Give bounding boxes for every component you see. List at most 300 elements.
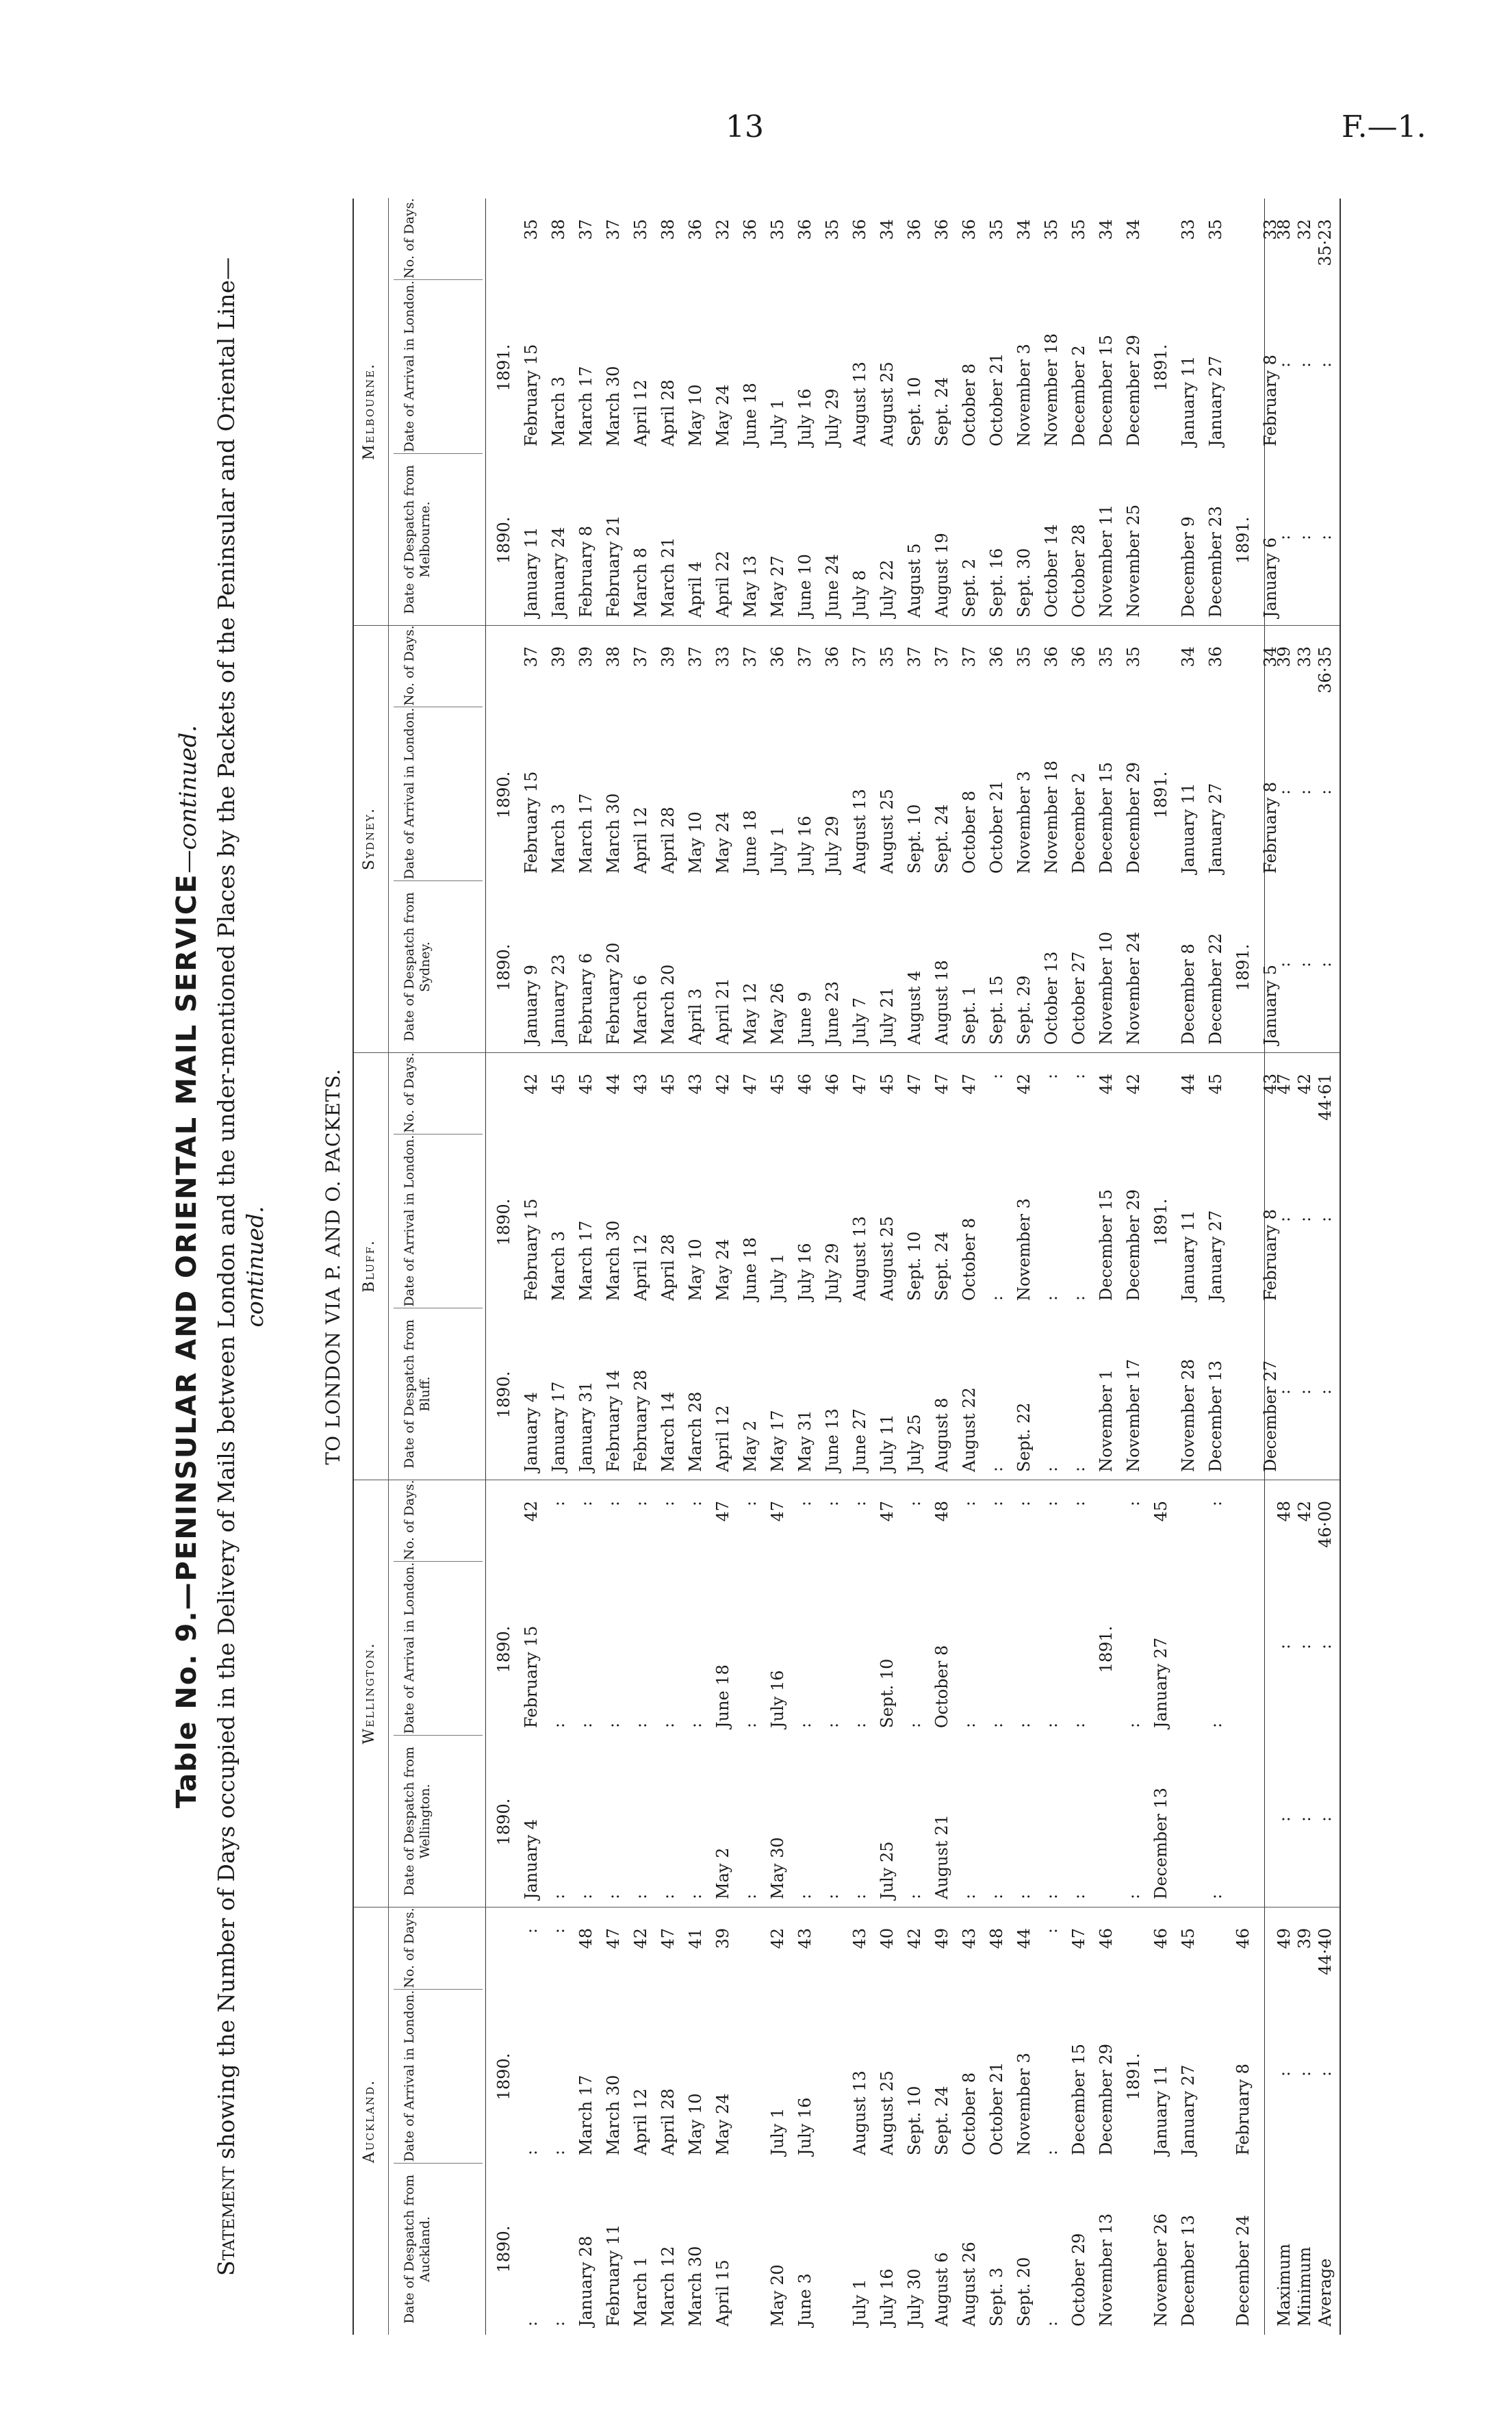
table-cell: Sept. 16 (987, 548, 1006, 618)
table-cell: February 14 (604, 1369, 623, 1472)
table-cell: March 17 (576, 2075, 595, 2155)
table-cell: 45 (1151, 1501, 1170, 1522)
table-cell: June 24 (823, 554, 842, 618)
table-cell: Sept. 10 (905, 377, 924, 446)
table-cell: May 2 (741, 1420, 760, 1472)
table-cell: 1890. (494, 943, 513, 991)
table-cell: Sept. 24 (932, 804, 951, 874)
table-cell: : (631, 1501, 650, 1507)
table-cell: February 15 (522, 1625, 541, 1728)
table-cell: : (987, 1295, 1006, 1301)
table-cell: February 6 (576, 952, 595, 1045)
table-cell: January 11 (1179, 1210, 1198, 1301)
table-cell: : (1124, 1722, 1143, 1728)
table-cell: : (522, 2320, 541, 2327)
table-cell: October 28 (1069, 524, 1088, 618)
table-cell: : (795, 1893, 815, 1899)
table-cell: August 19 (932, 533, 951, 618)
table-cell: Sept. 24 (932, 1231, 951, 1301)
table-cell: 42 (905, 1928, 924, 1949)
table-cell: : (1042, 1295, 1061, 1301)
table-cell: : (1042, 2149, 1061, 2155)
table-cell: January 27 (1151, 1637, 1170, 1728)
table-cell: March 20 (658, 964, 678, 1045)
summary-dots: : (1274, 1216, 1294, 1222)
column-header: Date of Arrival in London. (394, 707, 483, 881)
table-cell: : (686, 1501, 705, 1507)
table-cell: 37 (686, 646, 705, 668)
table-cell: 46 (823, 1074, 842, 1095)
table-cell: November 24 (1124, 931, 1143, 1045)
table-cell: 46 (1233, 1928, 1253, 1949)
summary-dots: : (1295, 534, 1314, 540)
table-cell: May 30 (768, 1837, 787, 1899)
table-cell: October 8 (960, 790, 979, 874)
table-cell: 41 (686, 1928, 705, 1949)
table-cell: March 3 (549, 803, 568, 874)
table-cell: January 27 (1206, 355, 1225, 446)
mail-table (353, 199, 1341, 2335)
summary-max-value: 38 (1274, 219, 1294, 240)
table-cell: June 23 (823, 981, 842, 1045)
table-cell: 36 (905, 219, 924, 240)
table-cell: 39 (576, 646, 595, 668)
group-heading-rule (388, 1052, 389, 1480)
table-cell: 1891. (1097, 1625, 1116, 1673)
table-cell: February 15 (522, 344, 541, 446)
table-cell: April 28 (658, 2088, 678, 2155)
column-header: Date of Despatch from Sydney. (402, 892, 433, 1041)
summary-dots: : (1274, 1643, 1294, 1649)
table-cell: March 3 (549, 376, 568, 446)
table-cell: January 5 (1261, 964, 1280, 1045)
table-cell: 48 (932, 1501, 951, 1522)
summary-dots: : (1295, 2070, 1314, 2077)
table-cell: April 12 (631, 807, 650, 874)
table-cell: 1890. (494, 1625, 513, 1673)
table-cell: 37 (522, 646, 541, 668)
table-cell: : (686, 1893, 705, 1899)
table-cell: : (905, 1501, 924, 1507)
table-cell: 44 (1179, 1074, 1198, 1095)
group-heading-rule (388, 1480, 389, 1907)
table-cell: Sept. 1 (960, 985, 979, 1045)
table-cell: : (1042, 1466, 1061, 1472)
table-title-suffix: —continued. (175, 724, 202, 874)
table-cell: : (1206, 1501, 1225, 1507)
table-cell: May 31 (795, 1410, 815, 1472)
summary-dots: : (1274, 789, 1294, 795)
table-cell: April 3 (686, 988, 705, 1045)
summary-avg-value: 36·35 (1316, 646, 1335, 694)
table-cell: December 2 (1069, 345, 1088, 446)
table-cell: December 23 (1206, 505, 1225, 618)
table-cell: August 25 (877, 789, 897, 874)
table-cell: March 30 (604, 366, 623, 446)
summary-dots: : (1316, 362, 1335, 368)
table-cell: October 8 (960, 2072, 979, 2155)
summary-dots: : (1316, 1643, 1335, 1649)
table-cell: 1890. (494, 2053, 513, 2101)
group-heading: Sydney. (361, 807, 378, 870)
table-cell: 36 (1069, 646, 1088, 668)
table-cell: May 26 (768, 983, 787, 1045)
table-cell: : (795, 1501, 815, 1507)
table-cell: 37 (905, 646, 924, 668)
table-cell: : (576, 1722, 595, 1728)
table-cell: May 17 (768, 1410, 787, 1472)
summary-avg-value: 35·23 (1316, 219, 1335, 266)
table-cell: 36 (686, 219, 705, 240)
table-cell: April 12 (713, 1405, 732, 1472)
table-cell: February 15 (522, 771, 541, 874)
table-cell: 45 (549, 1074, 568, 1095)
table-cell: March 8 (631, 547, 650, 618)
table-cell: July 16 (877, 2268, 897, 2327)
table-cell: Sept. 3 (987, 2267, 1006, 2327)
table-cell: 35 (1124, 646, 1143, 668)
table-cell: : (987, 1501, 1006, 1507)
table-cell: December 2 (1069, 772, 1088, 874)
summary-dots: : (1274, 961, 1294, 967)
table-cell: October 8 (960, 1217, 979, 1301)
table-cell: February 8 (1261, 781, 1280, 874)
table-cell: 37 (631, 646, 650, 668)
table-cell: 47 (1069, 1928, 1088, 1949)
table-cell: Sept. 24 (932, 377, 951, 446)
table-cell: January 4 (522, 1818, 541, 1899)
table-cell: : (658, 1501, 678, 1507)
table-cell: : (686, 1722, 705, 1728)
table-cell: 45 (658, 1074, 678, 1095)
table-cell: 38 (658, 219, 678, 240)
summary-dots: : (1295, 789, 1314, 795)
table-cell: 37 (850, 646, 869, 668)
table-cell: December 27 (1261, 1360, 1280, 1472)
table-cell: October 27 (1069, 951, 1088, 1045)
summary-dots: : (1316, 534, 1335, 540)
table-cell: 43 (631, 1074, 650, 1095)
table-cell: : (522, 2149, 541, 2155)
table-cell: July 16 (795, 1243, 815, 1301)
table-cell: December 13 (1151, 1787, 1170, 1899)
summary-dots: : (1316, 1816, 1335, 1822)
table-cell: 1891. (1151, 344, 1170, 392)
table-cell: April 4 (686, 561, 705, 618)
table-cell: July 22 (877, 559, 897, 618)
table-cell: 36 (960, 219, 979, 240)
table-cell: 48 (987, 1928, 1006, 1949)
table-cell: August 13 (850, 2070, 869, 2155)
table-cell: December 13 (1179, 2214, 1198, 2327)
table-cell: 1891. (1233, 943, 1253, 991)
table-cell: 34 (1124, 219, 1143, 240)
table-cell: December 15 (1069, 2043, 1088, 2155)
table-cell: 1890. (494, 771, 513, 819)
table-cell: May 13 (741, 555, 760, 618)
table-cell: Sept. 20 (1014, 2257, 1034, 2327)
table-cell: 35 (877, 646, 897, 668)
table-cell: February 28 (631, 1369, 650, 1472)
table-cell: 42 (768, 1928, 787, 1949)
table-cell: March 17 (576, 793, 595, 874)
table-cell: : (1206, 1722, 1225, 1728)
table-cell: 43 (686, 1074, 705, 1095)
table-cell: June 10 (795, 554, 815, 618)
table-cell: July 16 (795, 815, 815, 874)
table-cell: 45 (768, 1074, 787, 1095)
table-cell: August 13 (850, 1216, 869, 1301)
table-cell: 46 (1097, 1928, 1116, 1949)
table-cell: 42 (1014, 1074, 1034, 1095)
table-cell: : (1069, 1295, 1088, 1301)
table-cell: December 29 (1124, 1189, 1143, 1301)
table-cell: : (905, 1893, 924, 1899)
summary-dots: : (1295, 1389, 1314, 1395)
table-cell: January 4 (522, 1391, 541, 1472)
table-cell: : (960, 1893, 979, 1899)
table-cell: 45 (1179, 1928, 1198, 1949)
table-cell: Sept. 10 (877, 1658, 897, 1728)
table-cell: August 26 (960, 2242, 979, 2327)
table-cell: : (1206, 1893, 1225, 1899)
table-cell: 34 (1179, 646, 1198, 668)
table-cell: Sept. 30 (1014, 548, 1034, 618)
table-cell: 47 (604, 1928, 623, 1949)
table-cell: June 18 (741, 810, 760, 874)
table-cell: : (741, 1722, 760, 1728)
table-cell: November 25 (1124, 504, 1143, 618)
table-cell: : (823, 1722, 842, 1728)
statement-lead: Statement (213, 2166, 240, 2277)
statement-text: showing the Number of Days occupied in the Delivery of Mails between London and the under-mentioned Places by the Packets of the Peninsular and Oriental Line (213, 279, 240, 2167)
table-cell: July 1 (768, 1253, 787, 1301)
table-cell: : (850, 1501, 869, 1507)
table-cell: July 16 (795, 388, 815, 446)
table-cell: December 8 (1179, 943, 1198, 1045)
table-cell: 40 (877, 1928, 897, 1949)
table-cell: August 25 (877, 2070, 897, 2155)
table-cell: August 13 (850, 362, 869, 446)
summary-min-value: 33 (1295, 646, 1314, 668)
table-cell: 42 (522, 1074, 541, 1095)
table-cell: December 9 (1179, 516, 1198, 618)
table-title-text: Table No. 9.—PENINSULAR AND ORIENTAL MAIL SERVICE (171, 873, 203, 1809)
table-cell: July 29 (823, 1243, 842, 1301)
table-cell: : (850, 1722, 869, 1728)
table-cell: 47 (768, 1501, 787, 1522)
table-cell: July 30 (905, 2268, 924, 2327)
table-cell: 47 (658, 1928, 678, 1949)
summary-min-value: 32 (1295, 219, 1314, 240)
table-cell: : (1014, 1722, 1034, 1728)
summary-dots: : (1316, 1389, 1335, 1395)
table-cell: : (1069, 1893, 1088, 1899)
table-cell: January 17 (549, 1381, 568, 1472)
table-cell: July 25 (877, 1841, 897, 1899)
group-heading: Auckland. (361, 2079, 378, 2164)
table-cell: May 10 (686, 1239, 705, 1301)
page-number: 13 (726, 110, 764, 144)
table-cell: January 11 (1151, 2064, 1170, 2155)
table-cell: : (549, 2149, 568, 2155)
table-cell: 1890. (494, 1371, 513, 1419)
table-cell: March 30 (686, 2246, 705, 2327)
table-cell: April 15 (713, 2259, 732, 2327)
table-cell: December 29 (1097, 2043, 1116, 2155)
table-cell: 36 (932, 219, 951, 240)
table-cell: : (1014, 1501, 1034, 1507)
table-cell: July 16 (795, 2097, 815, 2155)
table-cell: March 12 (658, 2246, 678, 2327)
table-cell: May 24 (713, 2093, 732, 2155)
table-cell: April 28 (658, 1234, 678, 1301)
table-cell: July 21 (877, 987, 897, 1045)
table-cell: August 18 (932, 960, 951, 1045)
table-cell: 35 (1206, 219, 1225, 240)
table-cell: January 11 (522, 527, 541, 618)
table-cell: 39 (658, 646, 678, 668)
table-cell: November 3 (1014, 1198, 1034, 1301)
table-cell: July 1 (768, 398, 787, 446)
table-cell: April 21 (713, 978, 732, 1045)
table-cell: 45 (576, 1074, 595, 1095)
table-cell: July 1 (768, 2107, 787, 2155)
table-cell: 37 (576, 219, 595, 240)
group-heading: Bluff. (361, 1239, 378, 1293)
table-cell: February 15 (522, 1198, 541, 1301)
table-cell: : (741, 1893, 760, 1899)
table-cell: May 24 (713, 1239, 732, 1301)
table-cell: : (1042, 1501, 1061, 1507)
table-cell: 35 (1097, 646, 1116, 668)
table-cell: 36 (850, 219, 869, 240)
table-cell: : (1042, 1722, 1061, 1728)
table-cell: Sept. 10 (905, 2086, 924, 2155)
table-cell: 35 (631, 219, 650, 240)
table-cell: 47 (877, 1501, 897, 1522)
table-cell: 35 (768, 219, 787, 240)
table-cell: January 27 (1179, 2064, 1198, 2155)
table-cell: : (549, 1501, 568, 1507)
table-cell: October 13 (1042, 951, 1061, 1045)
table-cell: March 30 (604, 2075, 623, 2155)
summary-dots: : (1316, 1216, 1335, 1222)
table-cell: May 24 (713, 384, 732, 446)
table-cell: 32 (713, 219, 732, 240)
table-cell: : (905, 1722, 924, 1728)
table-cell: December 29 (1124, 761, 1143, 874)
summary-max-value: 39 (1274, 646, 1294, 668)
table-cell: 36 (823, 646, 842, 668)
table-cell: March 28 (686, 1391, 705, 1472)
table-cell: : (549, 2320, 568, 2327)
summary-label-max: Maximum (1274, 2243, 1294, 2327)
table-cell: May 12 (741, 983, 760, 1045)
table-cell: 44 (604, 1074, 623, 1095)
summary-dots: : (1274, 1389, 1294, 1395)
column-header: Date of Arrival in London. (394, 1561, 483, 1736)
table-cell: April 28 (658, 379, 678, 446)
summary-label-min: Minimum (1295, 2246, 1314, 2327)
summary-max-value: 47 (1274, 1074, 1294, 1095)
table-cell: Sept. 22 (1014, 1402, 1034, 1472)
table-cell: : (576, 1501, 595, 1507)
table-cell: April 22 (713, 550, 732, 618)
table-cell: 38 (604, 646, 623, 668)
table-cell: June 13 (823, 1408, 842, 1472)
table-cell: January 27 (1206, 783, 1225, 874)
table-cell: August 22 (960, 1387, 979, 1472)
summary-dots: : (1274, 2070, 1294, 2077)
table-cell: 37 (741, 646, 760, 668)
group-heading-rule (388, 1907, 389, 2335)
table-cell: October 21 (987, 353, 1006, 446)
table-cell: : (658, 1722, 678, 1728)
table-cell: 36 (741, 219, 760, 240)
table-cell: July 7 (850, 997, 869, 1045)
table-cell: : (1042, 1074, 1061, 1080)
table-cell: Sept. 10 (905, 804, 924, 874)
table-cell: March 14 (658, 1391, 678, 1472)
table-cell: : (1069, 1466, 1088, 1472)
summary-dots: : (1295, 961, 1314, 967)
group-heading: Wellington. (361, 1642, 378, 1745)
table-cell: January 31 (576, 1381, 595, 1472)
table-cell: 35 (823, 219, 842, 240)
table-cell: August 25 (877, 362, 897, 446)
table-cell: 1891. (1233, 516, 1253, 564)
table-cell: : (549, 1722, 568, 1728)
table-cell: : (1124, 1501, 1143, 1507)
table-cell: July 29 (823, 388, 842, 446)
summary-dots: : (1274, 1816, 1294, 1822)
table-cell: 34 (1097, 219, 1116, 240)
table-cell: March 30 (604, 793, 623, 874)
table-cell: : (741, 1501, 760, 1507)
table-cell: August 5 (905, 543, 924, 618)
table-cell: April 12 (631, 2088, 650, 2155)
table-cell: 43 (1261, 1074, 1280, 1095)
table-cell: : (1069, 1501, 1088, 1507)
table-cell: August 6 (932, 2252, 951, 2327)
table-cell: December 13 (1206, 1360, 1225, 1472)
table-cell: 43 (960, 1928, 979, 1949)
table-cell: Sept. 15 (987, 975, 1006, 1045)
table-cell: 43 (795, 1928, 815, 1949)
table-cell: June 18 (713, 1664, 732, 1728)
table-cell: : (795, 1722, 815, 1728)
summary-min-value: 42 (1295, 1074, 1314, 1095)
table-cell: November 17 (1124, 1358, 1143, 1472)
table-cell: October 21 (987, 2062, 1006, 2155)
section-heading: TO LONDON VIA P. AND O. PACKETS. (322, 1068, 344, 1465)
table-cell: 35 (987, 219, 1006, 240)
table-cell: 33 (1261, 219, 1280, 240)
table-cell: 36 (768, 646, 787, 668)
table-cell: May 10 (686, 811, 705, 874)
table-cell: July 25 (905, 1414, 924, 1472)
table-cell: 1891. (494, 344, 513, 392)
table-cell: January 9 (522, 964, 541, 1045)
table-cell: August 13 (850, 789, 869, 874)
table-cell: March 30 (604, 1220, 623, 1301)
table-cell: November 3 (1014, 771, 1034, 874)
table-cell: August 4 (905, 970, 924, 1045)
table-cell: 38 (549, 219, 568, 240)
table-cell: 47 (850, 1074, 869, 1095)
table-cell: 39 (549, 646, 568, 668)
